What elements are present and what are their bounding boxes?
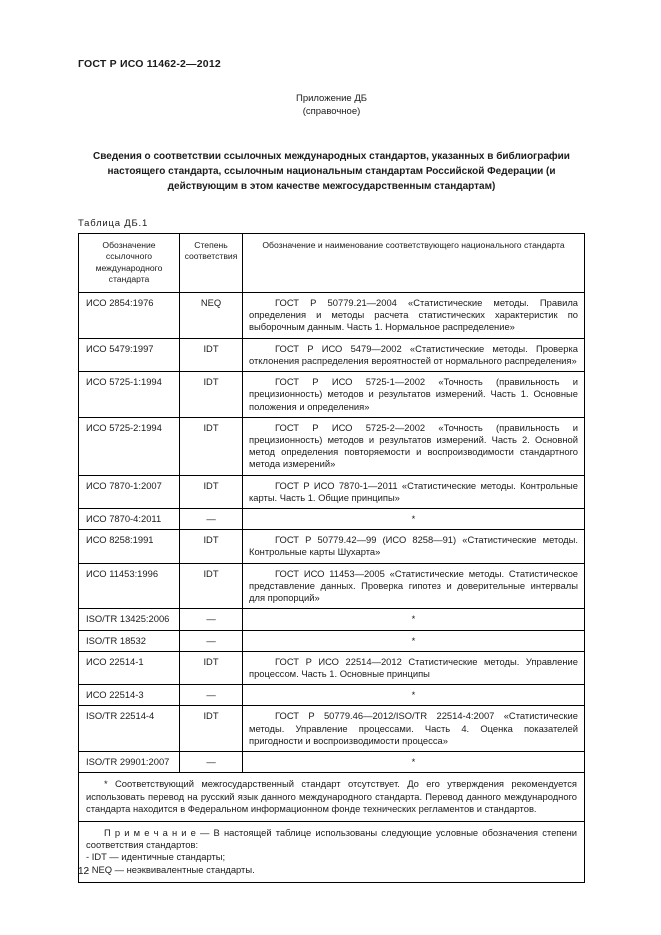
footnote-text: * Соответствующий межгосударственный стандарт отсутствует. До его утверждения рекомендуется использовать перевод на русский язык данного международного стандарта. Перевод данного международного стандарта находится в Федеральном информационном фонде технических регламентов и стандартов. xyxy=(86,778,577,814)
table-row xyxy=(79,475,585,508)
desc-cell: ГОСТ ИСО 11453—2005 «Статистические методы. Статистическое представление данных. Проверка гипотез и доверительные интервалы для пропорций» xyxy=(243,563,585,609)
table-row xyxy=(79,752,585,773)
doc-code: ГОСТ Р ИСО 11462-2—2012 xyxy=(78,58,221,70)
appendix-heading xyxy=(78,92,585,119)
degree-cell: IDT xyxy=(180,530,243,563)
footnote-row xyxy=(79,773,585,822)
table-row xyxy=(79,609,585,630)
col-header-degree: Степень соответствия xyxy=(180,233,243,292)
note-item-idt: - IDT — идентичные стандарты; xyxy=(86,851,226,863)
table-header-row xyxy=(79,233,585,292)
appendix-label: Приложение ДБ xyxy=(295,93,368,104)
appendix-kind: (справочное) xyxy=(302,106,361,118)
std-cell: ИСО 5725-2:1994 xyxy=(79,417,180,475)
table-row xyxy=(79,530,585,563)
desc-cell: * xyxy=(243,630,585,651)
degree-cell: — xyxy=(180,685,243,706)
desc-cell: ГОСТ Р 50779.42—99 (ИСО 8258—91) «Статистические методы. Контрольные карты Шухарта» xyxy=(243,530,585,563)
degree-cell: NEQ xyxy=(180,292,243,338)
document-title: Сведения о соответствии ссылочных международных стандартов, указанных в библиографии настоящего стандарта, ссылочным национальным стандартам Российской Федерации (и действующим в этом качестве межгосударственным стандартам) xyxy=(93,150,570,192)
table-note xyxy=(79,821,585,882)
page-number: 12 xyxy=(78,866,90,877)
note-row xyxy=(79,821,585,882)
degree-cell: IDT xyxy=(180,338,243,371)
table-row xyxy=(79,630,585,651)
std-cell: ИСО 22514-3 xyxy=(79,685,180,706)
table-row xyxy=(79,292,585,338)
std-cell: ИСО 8258:1991 xyxy=(79,530,180,563)
desc-cell: * xyxy=(243,752,585,773)
std-cell: ИСО 5479:1997 xyxy=(79,338,180,371)
col-header-international: Обозначение ссылочного международного стандарта xyxy=(79,233,180,292)
desc-cell: * xyxy=(243,685,585,706)
std-cell: ISO/TR 22514-4 xyxy=(79,706,180,752)
std-cell: ISO/TR 29901:2007 xyxy=(79,752,180,773)
note-item-neq: - NEQ — неэквивалентные стандарты. xyxy=(86,863,255,875)
desc-cell: ГОСТ Р ИСО 7870-1—2011 «Статистические методы. Контрольные карты. Часть 1. Общие принципы» xyxy=(243,475,585,508)
degree-cell: — xyxy=(180,630,243,651)
desc-cell: ГОСТ Р ИСО 5725-1—2002 «Точность (правильность и прецизионность) методов и результатов измерений. Часть 1. Основные положения и определения» xyxy=(243,372,585,418)
desc-cell: ГОСТ Р ИСО 5479—2002 «Статистические методы. Проверка отклонения распределения вероятностей от нормального распределения» xyxy=(243,338,585,371)
table-row xyxy=(79,685,585,706)
std-cell: ИСО 22514-1 xyxy=(79,651,180,684)
std-cell: ISO/TR 18532 xyxy=(79,630,180,651)
degree-cell: IDT xyxy=(180,706,243,752)
std-cell: ИСО 7870-4:2011 xyxy=(79,509,180,530)
standards-correspondence-table xyxy=(78,233,585,883)
degree-cell: — xyxy=(180,752,243,773)
std-cell: ИСО 2854:1976 xyxy=(79,292,180,338)
desc-cell: ГОСТ Р ИСО 22514—2012 Статистические методы. Управление процессом. Часть 1. Основные принципы xyxy=(243,651,585,684)
degree-cell: IDT xyxy=(180,475,243,508)
degree-cell: IDT xyxy=(180,651,243,684)
desc-cell: * xyxy=(243,509,585,530)
desc-cell: ГОСТ Р 50779.21—2004 «Статистические методы. Правила определения и методы расчета статистических характеристик по выборочным данным. Часть 1. Нормальное распределение» xyxy=(243,292,585,338)
note-intro: П р и м е ч а н и е — В настоящей таблице использованы следующие условные обозначения степени соответствия стандартов: xyxy=(86,826,577,851)
table-caption: Таблица ДБ.1 xyxy=(78,217,149,229)
desc-cell: ГОСТ Р 50779.46—2012/ISO/TR 22514-4:2007 «Статистические методы. Управление процессами. Часть 4. Оценка показателей пригодности и воспроизводимости процесса» xyxy=(243,706,585,752)
desc-cell: * xyxy=(243,609,585,630)
std-cell: ИСО 5725-1:1994 xyxy=(79,372,180,418)
std-cell: ISO/TR 13425:2006 xyxy=(79,609,180,630)
desc-cell: ГОСТ Р ИСО 5725-2—2002 «Точность (правильность и прецизионность) методов и результатов измерений. Часть 2. Основной метод определения повторяемости и воспроизводимости стандартного метода измерений» xyxy=(243,417,585,475)
table-row xyxy=(79,651,585,684)
std-cell: ИСО 7870-1:2007 xyxy=(79,475,180,508)
table-row xyxy=(79,338,585,371)
std-cell: ИСО 11453:1996 xyxy=(79,563,180,609)
table-row xyxy=(79,563,585,609)
degree-cell: — xyxy=(180,509,243,530)
table-row xyxy=(79,706,585,752)
degree-cell: IDT xyxy=(180,563,243,609)
degree-cell: IDT xyxy=(180,417,243,475)
table-footnote xyxy=(79,773,585,822)
table-row xyxy=(79,509,585,530)
table-row xyxy=(79,372,585,418)
degree-cell: IDT xyxy=(180,372,243,418)
degree-cell: — xyxy=(180,609,243,630)
table-row xyxy=(79,417,585,475)
col-header-national: Обозначение и наименование соответствующего национального стандарта xyxy=(243,233,585,292)
